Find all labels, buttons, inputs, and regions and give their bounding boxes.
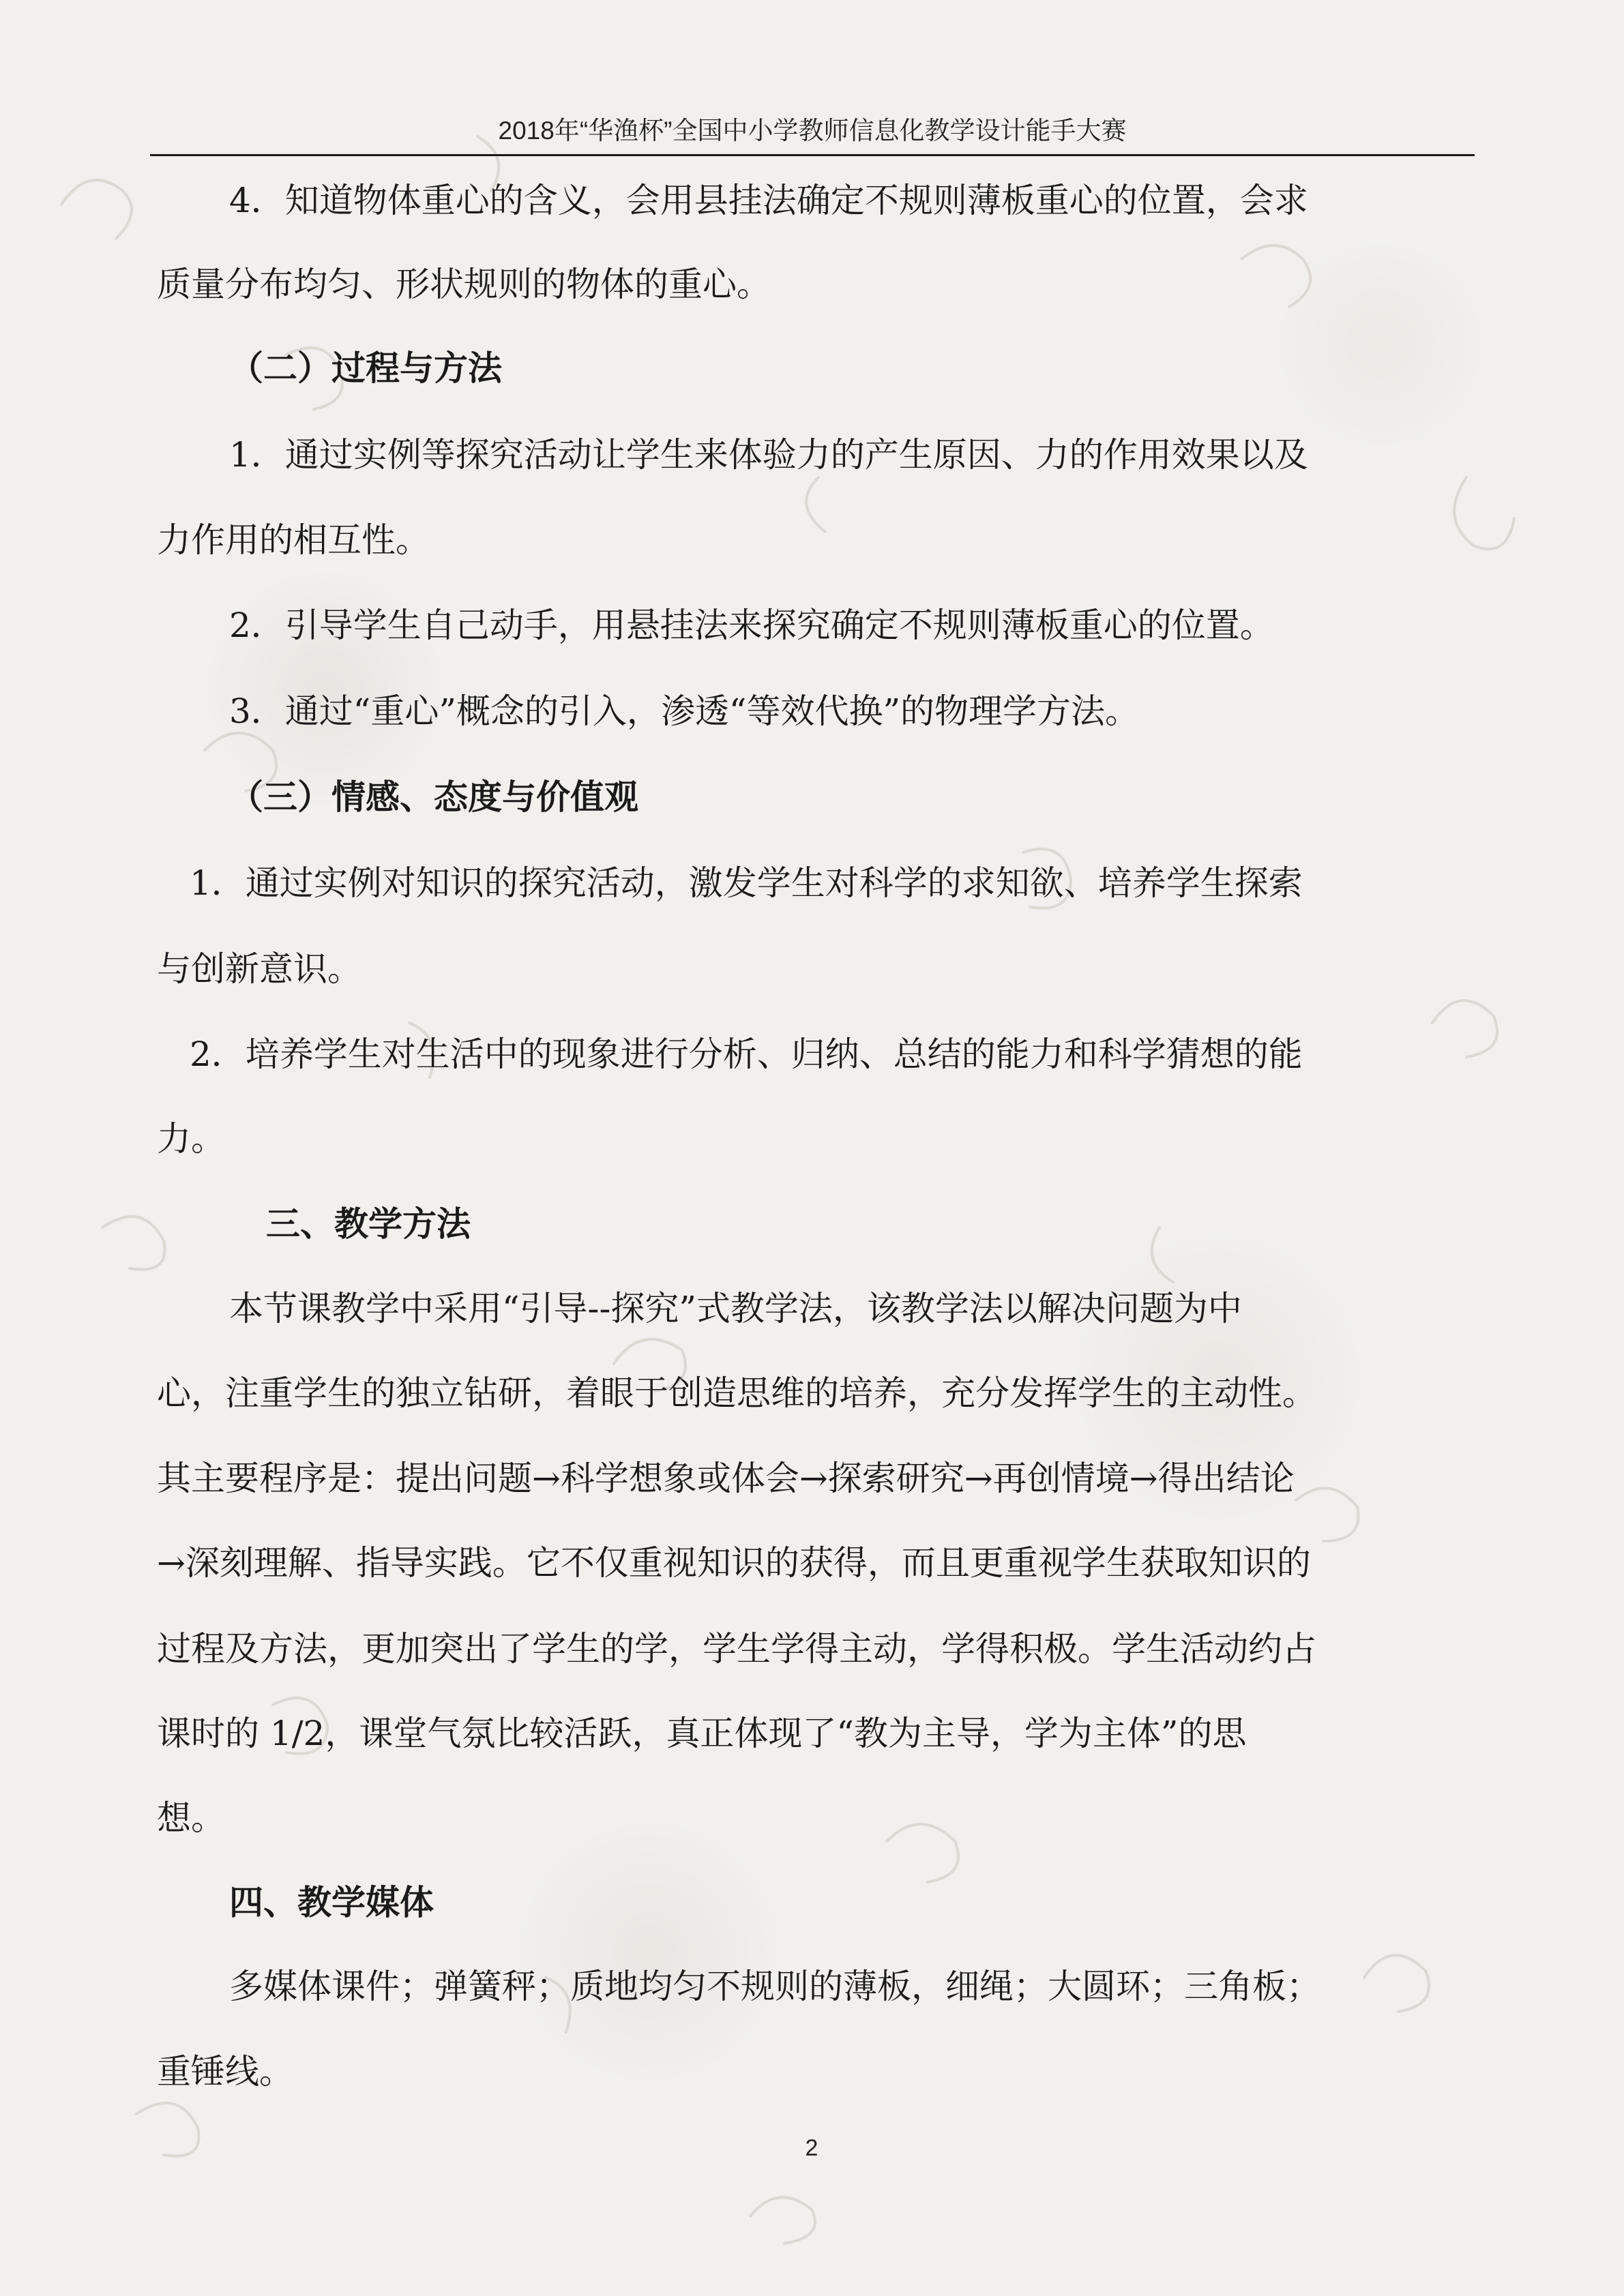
- section-subheading: （二）过程与方法: [229, 348, 502, 388]
- paragraph-line: 力。: [157, 1119, 225, 1159]
- paragraph-line: 2．引导学生自己动手，用悬挂法来探究确定不规则薄板重心的位置。: [229, 606, 1274, 645]
- header-divider: [150, 154, 1475, 156]
- paragraph-line: 4．知道物体重心的含义，会用县挂法确定不规则薄板重心的位置，会求: [229, 181, 1308, 220]
- paragraph-line: 过程及方法，更加突出了学生的学，学生学得主动，学得积极。学生活动约占: [157, 1629, 1316, 1669]
- paragraph-line: 力作用的相互性。: [157, 520, 430, 560]
- paragraph-line: 想。: [157, 1798, 225, 1838]
- paragraph-line: 1．通过实例对知识的探究活动，激发学生对科学的求知欲、培养学生探索: [190, 863, 1303, 903]
- paragraph-line: 质量分布均匀、形状规则的物体的重心。: [157, 265, 771, 304]
- paragraph-line: 多媒体课件；弹簧秤；质地均匀不规则的薄板，细绳；大圆环；三角板；: [229, 1967, 1320, 2006]
- paragraph-line: 1．通过实例等探究活动让学生来体验力的产生原因、力的作用效果以及: [229, 435, 1308, 475]
- paragraph-line: 3．通过“重心”概念的引入，渗透“等效代换”的物理学方法。: [229, 691, 1140, 731]
- paragraph-line: 重锤线。: [157, 2052, 293, 2091]
- paragraph-line: 本节课教学中采用“引导--探究”式教学法，该教学法以解决问题为中: [229, 1289, 1242, 1328]
- paragraph-line: →深刻理解、指导实践。它不仅重视知识的获得，而且更重视学生获取知识的: [157, 1543, 1311, 1583]
- paragraph-line: 心，注重学生的独立钻研，着眼于创造思维的培养，充分发挥学生的主动性。: [157, 1373, 1316, 1413]
- paragraph-line: 课时的 1/2，课堂气氛比较活跃，真正体现了“教为主导，学为主体”的思: [157, 1714, 1247, 1753]
- section-subheading: （三）情感、态度与价值观: [229, 777, 638, 817]
- section-heading: 三、教学方法: [266, 1204, 471, 1244]
- paragraph-line: 2．培养学生对生活中的现象进行分析、归纳、总结的能力和科学猜想的能: [190, 1034, 1303, 1074]
- section-heading: 四、教学媒体: [229, 1882, 434, 1922]
- paragraph-line: 与创新意识。: [157, 949, 361, 989]
- paragraph-line: 其主要程序是：提出问题→科学想象或体会→探索研究→再创情境→得出结论: [157, 1459, 1295, 1498]
- document-header: 2018年“华渔杯”全国中小学教师信息化教学设计能手大赛: [498, 117, 1127, 145]
- page-number: 2: [805, 2135, 818, 2161]
